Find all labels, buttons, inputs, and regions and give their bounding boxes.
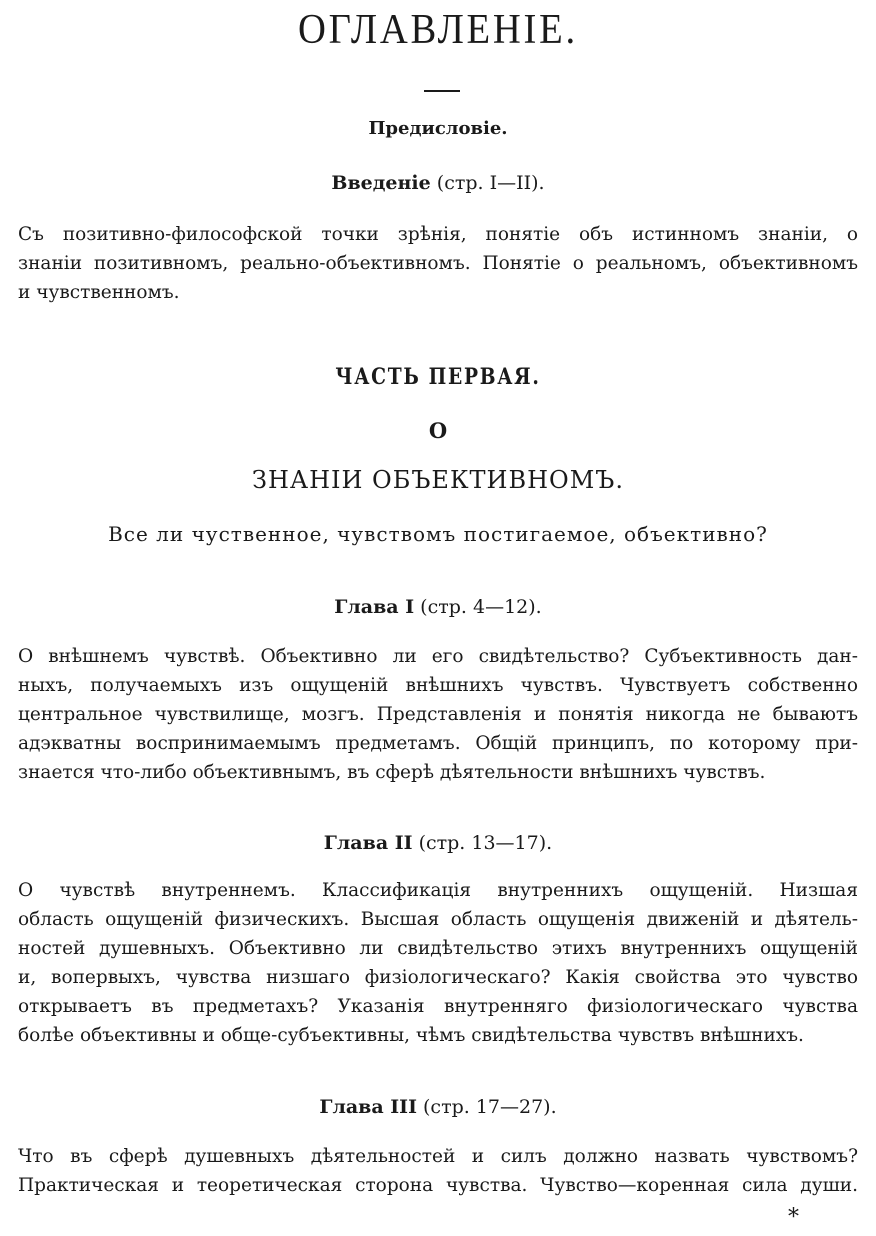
part-one-label: ЧАСТЬ ПЕРВАЯ. <box>335 364 541 390</box>
chapter-1-label: Глава I <box>334 596 415 618</box>
chapter-3-line: Что въ сферѣ душевныхъ дѣятельностей и силъ должно назвать чувствомъ? <box>18 1146 858 1167</box>
title-divider <box>424 90 460 92</box>
chapter-1-line: знается что-либо объективнымъ, въ сферѣ дѣятельности внѣшнихъ чувствъ. <box>18 762 766 783</box>
chapter-1-line: О внѣшнемъ чувствѣ. Объективно ли его свидѣтельство? Субъективность дан- <box>18 646 858 667</box>
chapter-1-summary <box>18 642 858 787</box>
intro-line: и чувственномъ. <box>18 282 180 303</box>
chapter-2-line: область ощущеній физическихъ. Высшая область ощущенія движеній и дѣятель- <box>18 909 858 930</box>
intro-line: знаніи позитивномъ, реально-объективномъ. Понятіе о реальномъ, объективномъ <box>18 253 858 274</box>
chapter-1-line: адэкватны воспринимаемымъ предметамъ. Общій принципъ, по которому при- <box>18 733 858 754</box>
signature-mark: * <box>788 1205 799 1230</box>
part-one-subject: ЗНАНІИ ОБЪЕКТИВНОМЪ. <box>252 466 624 494</box>
chapter-1-line: центральное чувствилище, мозгъ. Представленія и понятія никогда не бываютъ <box>18 704 858 725</box>
chapter-3-label: Глава III <box>319 1096 417 1118</box>
intro-heading <box>0 172 876 194</box>
chapter-2-line: ностей душевныхъ. Объективно ли свидѣтельство этихъ внутреннихъ ощущеній <box>18 938 858 959</box>
chapter-1-pages: (стр. 4—12). <box>420 596 542 618</box>
chapter-1-heading <box>0 596 876 618</box>
chapter-2-line: и, вопервыхъ, чувства низшаго физіологическаго? Какія свойства это чувство <box>18 967 858 988</box>
intro-heading-pages: (стр. I—II). <box>436 172 545 194</box>
chapter-2-heading <box>0 832 876 854</box>
chapter-2-line: болѣе объективны и обще-субъективны, чѣмъ свидѣтельства чувствъ внѣшнихъ. <box>18 1025 804 1046</box>
chapter-2-line: О чувствѣ внутреннемъ. Классификація внутреннихъ ощущеній. Низшая <box>18 880 858 901</box>
chapter-3-line: Практическая и теоретическая сторона чувства. Чувство—коренная сила души. <box>18 1175 858 1196</box>
chapter-2-summary <box>18 876 858 1050</box>
intro-heading-label: Введеніе <box>331 172 431 194</box>
chapter-1-line: ныхъ, получаемыхъ изъ ощущеній внѣшнихъ чувствъ. Чувствуетъ собственно <box>18 675 858 696</box>
chapter-2-line: открываетъ въ предметахъ? Указанія внутренняго физіологическаго чувства <box>18 996 858 1017</box>
chapter-3-summary <box>18 1142 858 1200</box>
chapter-2-label: Глава II <box>323 832 413 854</box>
preface-entry: Предисловіе. <box>368 118 508 139</box>
chapter-2-pages: (стр. 13—17). <box>418 832 553 854</box>
part-one-preposition: О <box>428 418 448 443</box>
part-one-question: Все ли чуственное, чувствомъ постигаемое, объективно? <box>108 522 768 546</box>
intro-line: Съ позитивно-философской точки зрѣнія, понятіе объ истинномъ знаніи, о <box>18 224 858 245</box>
chapter-3-pages: (стр. 17—27). <box>423 1096 557 1118</box>
intro-summary <box>18 220 858 307</box>
chapter-3-heading <box>0 1096 876 1118</box>
page-title: ОГЛАВЛЕНIЕ. <box>298 7 578 53</box>
